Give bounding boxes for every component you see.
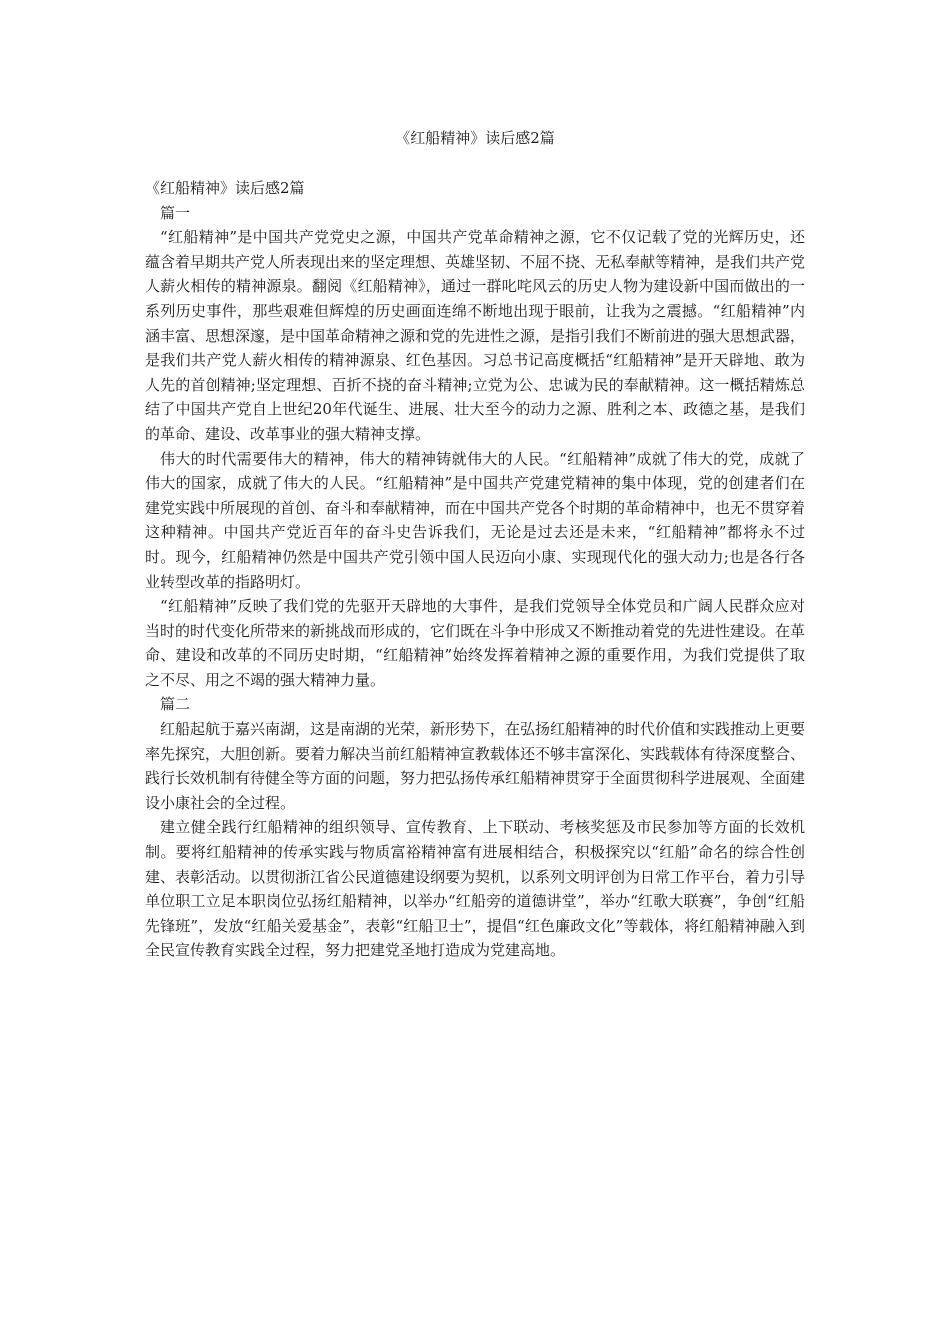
paragraph: 红船起航于嘉兴南湖，这是南湖的光荣，新形势下，在弘扬红船精神的时代价值和实践推动上更要率先探究，大胆创新。要着力解决当前红船精神宣教载体还不够丰富深化、实践载体有待深度整合、践行长效机制有待健全等方面的问题，努力把弘扬传承红船精神贯穿于全面贯彻科学进展观、全面建设小康社会的全过程。	[145, 720, 806, 812]
paragraph: 伟大的时代需要伟大的精神，伟大的精神铸就伟大的人民。“红船精神”成就了伟大的党，成就了伟大的国家，成就了伟大的人民。“红船精神”是中国共产党建党精神的集中体现，党的创建者们在建党实践中所展现的首创、奋斗和奉献精神，而在中国共产党各个时期的革命精神中，也无不贯穿着这种精神。中国共产党近百年的奋斗史告诉我们，无论是过去还是未来，“红船精神”都将永不过时。现今，红船精神仍然是中国共产党引领中国人民迈向小康、实现现代化的强大动力;也是各行各业转型改革的指路明灯。	[145, 449, 806, 591]
document-subtitle: 《红船精神》读后感2篇	[145, 179, 305, 197]
paragraph: “红船精神”反映了我们党的先驱开天辟地的大事件，是我们党领导全体党员和广阔人民群众应对当时的时代变化所带来的新挑战而形成的，它们既在斗争中形成又不断推动着党的先进性建设。在革命、建设和改革的不同历史时期，“红船精神”始终发挥着精神之源的重要作用，为我们党提供了取之不尽、用之不竭的强大精神力量。	[145, 597, 806, 689]
document-title: 《红船精神》读后感2篇	[395, 129, 555, 147]
section-heading-1: 篇一	[160, 203, 191, 222]
section-heading-2: 篇二	[160, 695, 191, 714]
document-body	[145, 176, 805, 963]
paragraph: “红船精神”是中国共产党党史之源，中国共产党革命精神之源，它不仅记载了党的光辉历史，还蕴含着早期共产党人所表现出来的坚定理想、英雄坚韧、不屈不挠、无私奉献等精神，是我们共产党人薪火相传的精神源泉。翻阅《红船精神》，通过一群叱咤风云的历史人物为建设新中国而做出的一系列历史事件，那些艰难但辉煌的历史画面连绵不断地出现于眼前，让我为之震撼。“红船精神”内涵丰富、思想深邃，是中国革命精神之源和党的先进性之源，是指引我们不断前进的强大思想武器，是我们共产党人薪火相传的精神源泉、红色基因。习总书记高度概括“红船精神”是开天辟地、敢为人先的首创精神;坚定理想、百折不挠的奋斗精神;立党为公、忠诚为民的奉献精神。这一概括精炼总结了中国共产党自上世纪20年代诞生、进展、壮大至今的动力之源、胜利之本、政德之基，是我们的革命、建设、改革事业的强大精神支撑。	[145, 228, 806, 443]
paragraph: 建立健全践行红船精神的组织领导、宣传教育、上下联动、考核奖惩及市民参加等方面的长效机制。要将红船精神的传承实践与物质富裕精神富有进展相结合，积极探究以“红船”命名的综合性创建、表彰活动。以贯彻浙江省公民道德建设纲要为契机，以系列文明评创为日常工作平台，着力引导单位职工立足本职岗位弘扬红船精神，以举办“红船旁的道德讲堂”，举办“红歌大联赛”，争创“红船先锋班”，发放“红船关爱基金”，表彰“红船卫士”，提倡“红色廉政文化”等载体，将红船精神融入到全民宣传教育实践全过程，努力把建党圣地打造成为党建高地。	[145, 818, 806, 960]
